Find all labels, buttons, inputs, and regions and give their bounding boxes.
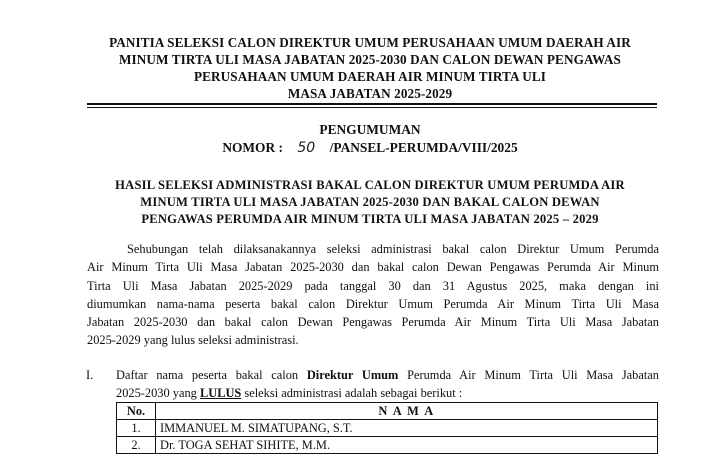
body-paragraph (87, 240, 659, 350)
body-line-4: diumumkan nama-nama peserta bakal calon Direktur Umum Perumda Air Minum Tirta Uli Masa (87, 296, 659, 311)
title-line-3: PENGAWAS PERUMDA AIR MINUM TIRTA ULI MASA JABATAN 2025 – 2029 (141, 212, 599, 226)
section-1-bold: Direktur Umum (306, 368, 399, 382)
committee-line-2: MINUM TIRTA ULI MASA JABATAN 2025-2030 DAN CALON DEWAN PENGAWAS (119, 52, 621, 67)
section-1-line2-post: seleksi administrasi adalah sebagai berikut : (241, 386, 463, 401)
announcement-label: PENGUMUMAN (319, 122, 421, 137)
nomor-suffix: /PANSEL-PERUMDA/VIII/2025 (329, 140, 518, 155)
col-header-no: No. (117, 403, 156, 420)
col-header-nama: N A M A (156, 403, 658, 420)
section-1-post: Perumda Air Minum Tirta Uli Masa Jabatan (398, 368, 660, 382)
body-line-2: Air Minum Tirta Uli Masa Jabatan 2025-2030 dan bakal calon Dewan Pengawas Perumda Air Minum (87, 260, 659, 275)
header-divider-thick (87, 103, 657, 105)
nomor-label: NOMOR : (222, 140, 283, 155)
body-line-1: Sehubungan telah dilaksanakannya seleksi administrasi bakal calon Direktur Umum Perumda (127, 242, 659, 256)
body-line-5: Jabatan 2025-2030 dan bakal calon Dewan Pengawas Perumda Air Minum Tirta Uli Masa Jabatan (87, 315, 659, 330)
document-title (70, 177, 670, 228)
header-divider-thin (87, 107, 657, 108)
table-row (117, 420, 658, 437)
committee-header (70, 34, 670, 102)
row-number: 1. (117, 420, 156, 437)
row-name: Dr. TOGA SEHAT SIHITE, M.M. (156, 437, 658, 454)
committee-line-4: MASA JABATAN 2025-2029 (287, 86, 453, 101)
section-1-line-1 (116, 366, 659, 384)
body-line-3: Tirta Uli Masa Jabatan 2025-2029 pada tanggal 30 dan 31 Agustus 2025, maka dengan ini (87, 278, 659, 293)
table-header-row (117, 403, 658, 420)
committee-line-3: PERUSAHAAN UMUM DAERAH AIR MINUM TIRTA ULI (194, 69, 546, 84)
section-1-lulus: LULUS (199, 386, 242, 401)
table-row (117, 437, 658, 454)
title-line-1: HASIL SELEKSI ADMINISTRASI BAKAL CALON DIREKTUR UMUM PERUMDA AIR (115, 178, 625, 192)
candidates-table (116, 402, 658, 454)
row-number: 2. (117, 437, 156, 454)
section-1-line-2 (116, 384, 659, 402)
body-line-6: 2025-2029 yang lulus seleksi administrasi. (87, 333, 299, 348)
section-1-line2-pre: 2025-2030 yang (116, 386, 200, 401)
announcement-number (70, 139, 670, 157)
title-line-2: MINUM TIRTA ULI MASA JABATAN 2025-2030 DAN BAKAL CALON DEWAN (140, 195, 600, 209)
section-numeral: I. (86, 368, 94, 382)
announcement-block (70, 121, 670, 157)
row-name: IMMANUEL M. SIMATUPANG, S.T. (156, 420, 658, 437)
committee-line-1: PANITIA SELEKSI CALON DIREKTUR UMUM PERUSAHAAN UMUM DAERAH AIR (109, 35, 631, 50)
section-1-pre: Daftar nama peserta bakal calon (116, 368, 307, 382)
nomor-handwritten: 50 (297, 140, 316, 156)
section-1-text (116, 366, 659, 403)
